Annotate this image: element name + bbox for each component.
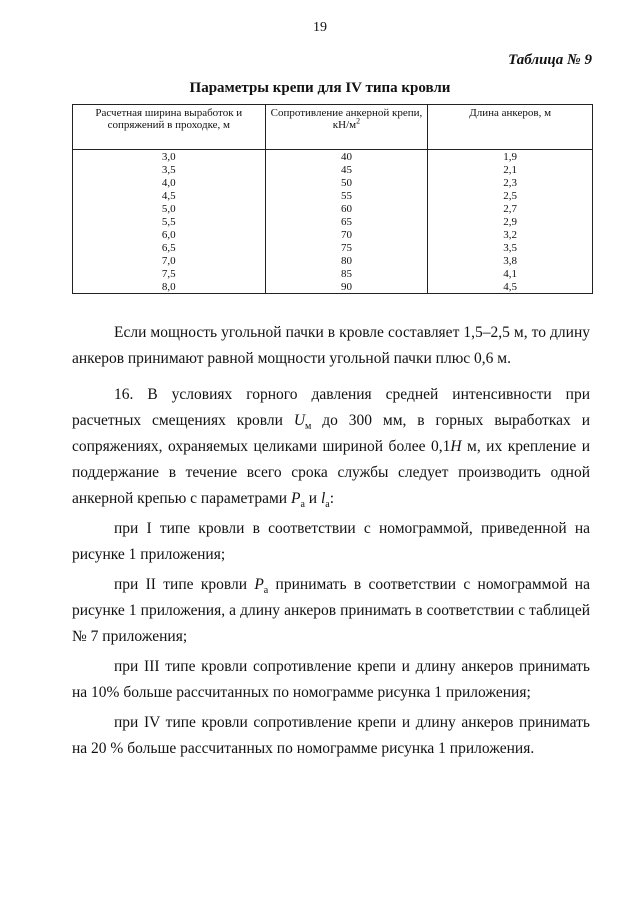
table-row — [73, 202, 593, 215]
cell-width: 8,0 — [73, 280, 266, 294]
cell-length: 3,5 — [428, 241, 593, 254]
cell-resistance: 40 — [265, 150, 428, 164]
cell-resistance: 70 — [265, 228, 428, 241]
table-header-row — [73, 105, 593, 150]
cell-width: 5,5 — [73, 215, 266, 228]
symbol-l: l — [320, 490, 326, 507]
table-row — [73, 254, 593, 267]
table-row — [73, 241, 593, 254]
cell-width: 4,0 — [73, 176, 266, 189]
cell-width: 7,5 — [73, 267, 266, 280]
symbol-p: P — [254, 576, 264, 593]
cell-length: 2,3 — [428, 176, 593, 189]
page-number: 19 — [313, 20, 327, 35]
table-row — [73, 163, 593, 176]
type2-text-a: при II типе кровли — [114, 576, 255, 593]
cell-width: 7,0 — [73, 254, 266, 267]
cell-width: 4,5 — [73, 189, 266, 202]
cell-resistance: 90 — [265, 280, 428, 294]
cell-length: 4,5 — [428, 280, 593, 294]
symbol-l-sub: а — [325, 499, 330, 511]
table-row — [73, 228, 593, 241]
paragraph-type-1: при I типе кровли в соответствии с номограммой, приведенной на рисунке 1 приложения; — [72, 520, 590, 563]
paragraph-item-16 — [72, 382, 590, 512]
paragraph-coal-layer: Если мощность угольной пачки в кровле составляет 1,5–2,5 м, то длину анкеров принимают равной мощности угольной пачки плюс 0,6 м. — [72, 324, 590, 367]
cell-resistance: 50 — [265, 176, 428, 189]
symbol-h: H — [450, 438, 462, 455]
table-row — [73, 150, 593, 164]
cell-length: 3,8 — [428, 254, 593, 267]
paragraph-type-4: при IV типе кровли сопротивление крепи и длину анкеров принимать на 20 % больше рассчитанных по номограмме рисунка 1 приложения. — [72, 714, 590, 757]
table-label: Таблица № 9 — [508, 52, 592, 68]
table-row — [73, 176, 593, 189]
table-body — [73, 150, 593, 294]
symbol-p-sub: а — [300, 499, 305, 511]
cell-resistance: 60 — [265, 202, 428, 215]
header-anchor-length: Длина анкеров, м — [428, 105, 593, 150]
table-row — [73, 280, 593, 294]
cell-resistance: 55 — [265, 189, 428, 202]
cell-width: 3,0 — [73, 150, 266, 164]
cell-resistance: 45 — [265, 163, 428, 176]
cell-width: 6,5 — [73, 241, 266, 254]
cell-length: 2,9 — [428, 215, 593, 228]
cell-length: 2,1 — [428, 163, 593, 176]
cell-width: 3,5 — [73, 163, 266, 176]
cell-length: 4,1 — [428, 267, 593, 280]
cell-length: 3,2 — [428, 228, 593, 241]
table-row — [73, 189, 593, 202]
cell-resistance: 65 — [265, 215, 428, 228]
cell-resistance: 75 — [265, 241, 428, 254]
header-resistance — [265, 105, 428, 150]
cell-width: 6,0 — [73, 228, 266, 241]
cell-length: 1,9 — [428, 150, 593, 164]
p16-text-c: м, их крепление и поддержание в течение всего срока службы следует производить одной анкерной крепью с параметрами — [72, 438, 591, 507]
p16-text-end: : — [329, 490, 335, 507]
cell-width: 5,0 — [73, 202, 266, 215]
symbol-u: U — [293, 412, 306, 429]
header-resistance-text: Сопротивление анкерной крепи, $кН/м^2$ — [270, 107, 423, 131]
cell-resistance: 85 — [265, 267, 428, 280]
cell-length: 2,7 — [428, 202, 593, 215]
symbol-p-sub: а — [263, 585, 269, 597]
paragraph-type-2 — [72, 572, 590, 650]
cell-length: 2,5 — [428, 189, 593, 202]
cell-resistance: 80 — [265, 254, 428, 267]
table-row — [73, 267, 593, 280]
symbol-p: P — [290, 490, 301, 507]
type2-text-b: принимать в соответствии с номограммой на рисунке 1 приложения, а длину анкеров принимать в соответствии с таблицей № 7 приложения; — [72, 576, 590, 645]
table-row — [73, 215, 593, 228]
p16-text-b: до 300 мм, в горных выработках и сопряжениях, охраняемых целиками шириной более 0,1 — [72, 412, 590, 455]
paragraph-type-3: при III типе кровли сопротивление крепи и длину анкеров принимать на 10% больше рассчитанных по номограмме рисунка 1 приложения; — [72, 658, 590, 701]
symbol-u-sub: м — [305, 421, 312, 433]
table-title: Параметры крепи для IV типа кровли — [189, 80, 451, 96]
header-width: Расчетная ширина выработок и сопряжений в проходке, м — [73, 105, 266, 150]
body-text — [72, 320, 590, 766]
p16-text-and: и — [304, 490, 321, 507]
parameters-table — [72, 104, 593, 294]
p16-text-a: 16. В условиях горного давления средней интенсивности при расчетных смещениях кровли — [72, 386, 590, 429]
